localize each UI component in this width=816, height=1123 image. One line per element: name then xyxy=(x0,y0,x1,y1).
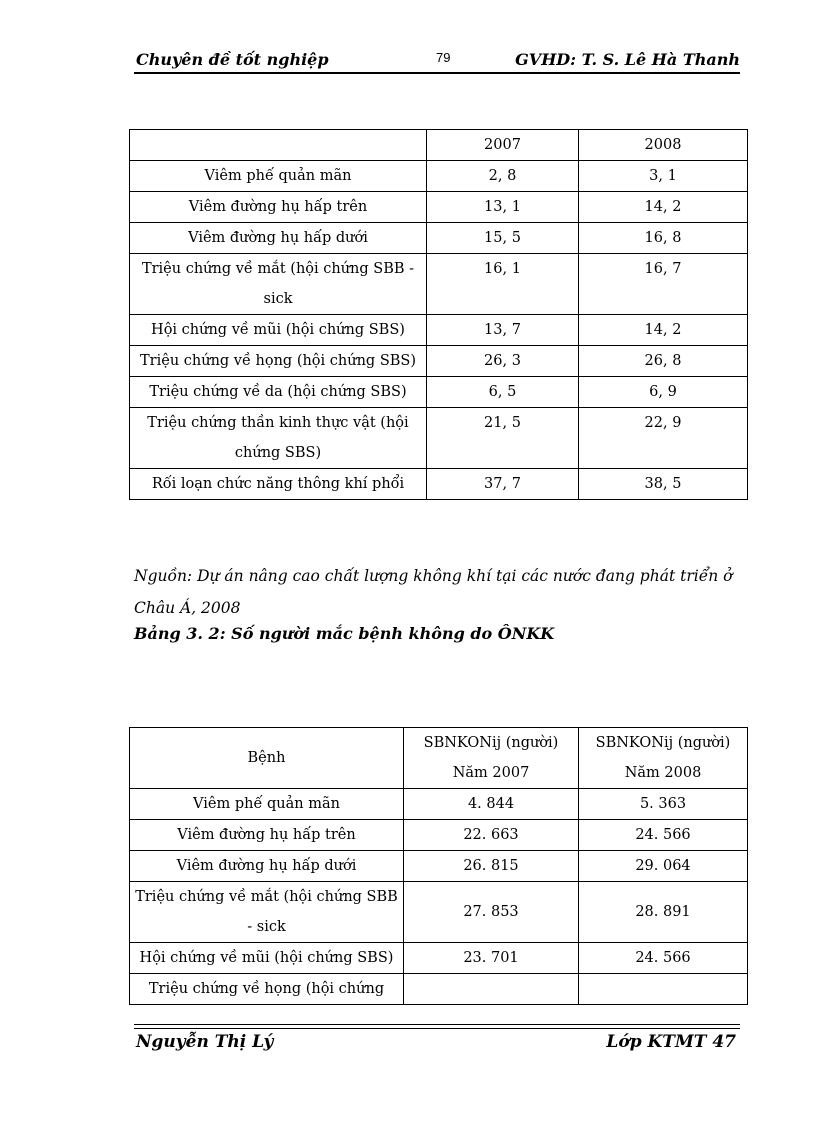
table-row xyxy=(130,974,748,1005)
value-2007: 13, 1 xyxy=(427,192,579,223)
value-2007: 27. 853 xyxy=(404,882,579,943)
value-2007: 13, 7 xyxy=(427,315,579,346)
table-row xyxy=(130,254,748,315)
header-cell: 2007 xyxy=(427,130,579,161)
value-2008: 24. 566 xyxy=(579,820,748,851)
table-row xyxy=(130,315,748,346)
table-row xyxy=(130,882,748,943)
page-footer xyxy=(134,1032,740,1056)
value-2007: 37, 7 xyxy=(427,469,579,500)
row-label: Viêm đường hụ hấp trên xyxy=(130,192,427,223)
value-2008: 16, 8 xyxy=(579,223,748,254)
table-row xyxy=(130,408,748,469)
value-2007: 16, 1 xyxy=(427,254,579,315)
table-caption: Bảng 3. 2: Số người mắc bệnh không do ÔNKK xyxy=(134,624,555,643)
value-2008: 16, 7 xyxy=(579,254,748,315)
row-label: Triệu chứng thần kinh thực vật (hội chứng SBS) xyxy=(130,408,427,469)
disease-rate-table xyxy=(129,129,748,500)
row-label: Viêm phế quản mãn xyxy=(130,161,427,192)
value-2007 xyxy=(404,974,579,1005)
value-2008: 24. 566 xyxy=(579,943,748,974)
row-label: Viêm đường hụ hấp dưới xyxy=(130,223,427,254)
value-2007: 4. 844 xyxy=(404,789,579,820)
value-2007: 22. 663 xyxy=(404,820,579,851)
table-row xyxy=(130,820,748,851)
row-label: Hội chứng về mũi (hội chứng SBS) xyxy=(130,315,427,346)
footer-author: Nguyễn Thị Lý xyxy=(136,1032,274,1052)
page-number: 79 xyxy=(436,50,451,65)
footer-divider xyxy=(134,1024,740,1029)
source-note: Nguồn: Dự án nâng cao chất lượng không khí tại các nước đang phát triển ở Châu Á, 2008 xyxy=(134,567,733,617)
table-row xyxy=(130,346,748,377)
value-2008: 6, 9 xyxy=(579,377,748,408)
table-header-row xyxy=(130,130,748,161)
row-label: Triệu chứng về họng (hội chứng xyxy=(130,974,404,1005)
value-2007: 21, 5 xyxy=(427,408,579,469)
header-cell-2007: SBNKONij (người) Năm 2007 xyxy=(404,728,579,789)
row-label: Viêm phế quản mãn xyxy=(130,789,404,820)
value-2008: 26, 8 xyxy=(579,346,748,377)
header-cell-disease: Bệnh xyxy=(130,728,404,789)
row-label: Viêm đường hụ hấp trên xyxy=(130,820,404,851)
header-cell xyxy=(130,130,427,161)
header-advisor: GVHD: T. S. Lê Hà Thanh xyxy=(515,50,740,69)
value-2008: 22, 9 xyxy=(579,408,748,469)
row-label: Triệu chứng về mắt (hội chứng SBB - sick xyxy=(130,254,427,315)
table-row xyxy=(130,161,748,192)
table-row xyxy=(130,943,748,974)
table-row xyxy=(130,789,748,820)
header-title: Chuyên đề tốt nghiệp xyxy=(136,50,329,69)
non-pollution-cases-table xyxy=(129,727,748,1005)
value-2008 xyxy=(579,974,748,1005)
value-2007: 6, 5 xyxy=(427,377,579,408)
value-2008: 28. 891 xyxy=(579,882,748,943)
value-2007: 23. 701 xyxy=(404,943,579,974)
value-2008: 29. 064 xyxy=(579,851,748,882)
header-cell-2008: SBNKONij (người) Năm 2008 xyxy=(579,728,748,789)
value-2008: 5. 363 xyxy=(579,789,748,820)
table-row xyxy=(130,469,748,500)
value-2007: 15, 5 xyxy=(427,223,579,254)
value-2008: 38, 5 xyxy=(579,469,748,500)
row-label: Triệu chứng về da (hội chứng SBS) xyxy=(130,377,427,408)
footer-class: Lớp KTMT 47 xyxy=(606,1032,736,1052)
row-label: Hội chứng về mũi (hội chứng SBS) xyxy=(130,943,404,974)
row-label: Rối loạn chức năng thông khí phổi xyxy=(130,469,427,500)
value-2008: 14, 2 xyxy=(579,315,748,346)
table-row xyxy=(130,192,748,223)
table-header-row xyxy=(130,728,748,789)
value-2008: 3, 1 xyxy=(579,161,748,192)
value-2007: 26. 815 xyxy=(404,851,579,882)
row-label: Viêm đường hụ hấp dưới xyxy=(130,851,404,882)
value-2007: 26, 3 xyxy=(427,346,579,377)
table-row xyxy=(130,851,748,882)
row-label: Triệu chứng về mắt (hội chứng SBB - sick xyxy=(130,882,404,943)
table-row xyxy=(130,223,748,254)
header-cell: 2008 xyxy=(579,130,748,161)
table-row xyxy=(130,377,748,408)
row-label: Triệu chứng về họng (hội chứng SBS) xyxy=(130,346,427,377)
value-2007: 2, 8 xyxy=(427,161,579,192)
value-2008: 14, 2 xyxy=(579,192,748,223)
